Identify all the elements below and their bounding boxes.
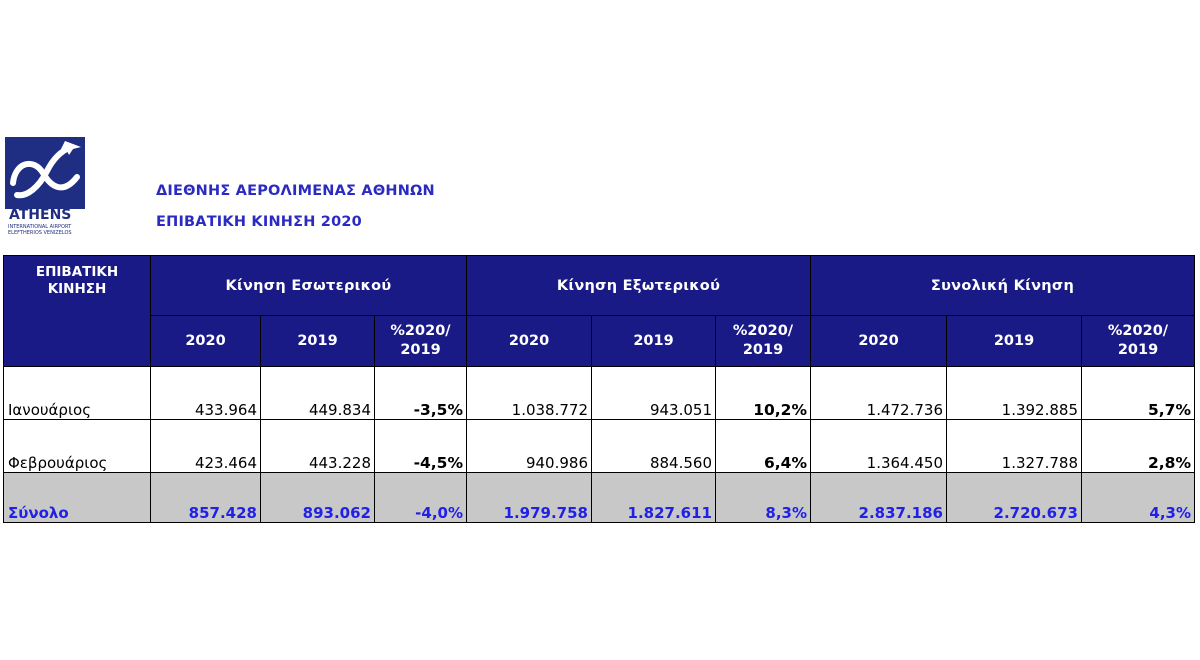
col-header-2020: 2020 <box>467 316 592 367</box>
value-cell: 449.834 <box>261 367 375 420</box>
value-cell: 943.051 <box>592 367 716 420</box>
passenger-traffic-table <box>3 255 1195 523</box>
pct-cell: 6,4% <box>716 420 811 473</box>
pct-line-1: %2020/ <box>732 323 794 339</box>
corner-header <box>4 256 151 367</box>
group-header-total: Συνολική Κίνηση <box>811 256 1195 316</box>
page-subtitle: ΕΠΙΒΑΤΙΚΗ ΚΙΝΗΣΗ 2020 <box>156 214 362 230</box>
col-header-2019: 2019 <box>592 316 716 367</box>
page-title: ΔΙΕΘΝΗΣ ΑΕΡΟΛΙΜΕΝΑΣ ΑΘΗΝΩΝ <box>156 183 435 199</box>
pct-cell: -4,5% <box>375 420 467 473</box>
col-header-2019: 2019 <box>261 316 375 367</box>
value-cell: 423.464 <box>151 420 261 473</box>
pct-cell: 5,7% <box>1082 367 1195 420</box>
athens-airport-logo <box>5 137 85 237</box>
logo-subtitle: INTERNATIONAL AIRPORT <box>8 224 72 230</box>
col-header-pct <box>716 316 811 367</box>
total-pct: -4,0% <box>375 473 467 523</box>
airport-logo-icon <box>5 137 85 209</box>
value-cell: 1.038.772 <box>467 367 592 420</box>
total-row <box>4 473 1195 523</box>
total-value: 2.837.186 <box>811 473 947 523</box>
total-value: 1.979.758 <box>467 473 592 523</box>
pct-line-1: %2020/ <box>1107 323 1169 339</box>
value-cell: 433.964 <box>151 367 261 420</box>
group-header-domestic: Κίνηση Εσωτερικού <box>151 256 467 316</box>
total-value: 2.720.673 <box>947 473 1082 523</box>
value-cell: 1.364.450 <box>811 420 947 473</box>
pct-cell: -3,5% <box>375 367 467 420</box>
col-header-2019: 2019 <box>947 316 1082 367</box>
group-header-international: Κίνηση Εξωτερικού <box>467 256 811 316</box>
pct-cell: 2,8% <box>1082 420 1195 473</box>
value-cell: 1.392.885 <box>947 367 1082 420</box>
value-cell: 1.327.788 <box>947 420 1082 473</box>
month-cell: Ιανουάριος <box>4 367 151 420</box>
pct-line-2: 2019 <box>400 342 441 358</box>
total-pct: 4,3% <box>1082 473 1195 523</box>
pct-line-2: 2019 <box>1117 342 1159 358</box>
total-pct: 8,3% <box>716 473 811 523</box>
col-header-2020: 2020 <box>811 316 947 367</box>
value-cell: 443.228 <box>261 420 375 473</box>
table-row <box>4 367 1195 420</box>
value-cell: 884.560 <box>592 420 716 473</box>
month-cell: Φεβρουάριος <box>4 420 151 473</box>
table-row <box>4 420 1195 473</box>
pct-line-1: %2020/ <box>390 323 451 339</box>
corner-label: ΕΠΙΒΑΤΙΚΗ ΚΙΝΗΣΗ <box>35 264 119 297</box>
logo-wordmark: ATHENS <box>9 207 72 223</box>
total-value: 893.062 <box>261 473 375 523</box>
total-value: 857.428 <box>151 473 261 523</box>
pct-cell: 10,2% <box>716 367 811 420</box>
total-value: 1.827.611 <box>592 473 716 523</box>
total-label: Σύνολο <box>4 473 151 523</box>
pct-line-2: 2019 <box>742 342 784 358</box>
value-cell: 1.472.736 <box>811 367 947 420</box>
col-header-2020: 2020 <box>151 316 261 367</box>
col-header-pct <box>375 316 467 367</box>
col-header-pct <box>1082 316 1195 367</box>
logo-subtitle-2: ELEFTHERIOS VENIZELOS <box>8 230 72 236</box>
value-cell: 940.986 <box>467 420 592 473</box>
